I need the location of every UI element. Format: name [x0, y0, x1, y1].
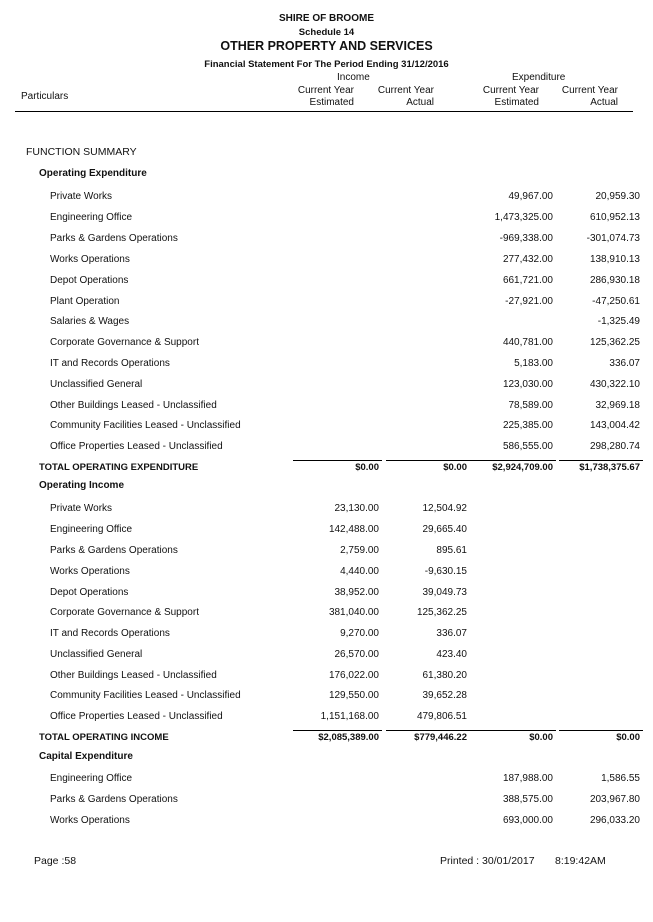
expenditure-actual: -301,074.73 [586, 233, 640, 244]
header-rule [15, 111, 633, 112]
expenditure-estimated: 586,555.00 [502, 441, 553, 452]
total-rule [470, 460, 556, 461]
total-row-operating-expenditure [0, 462, 653, 476]
row-name: Unclassified General [50, 649, 143, 660]
table-row [0, 191, 653, 205]
expenditure-actual-header [518, 85, 618, 109]
income-estimated: 26,570.00 [334, 649, 379, 660]
income-estimated: 381,040.00 [328, 607, 379, 618]
row-name: Works Operations [50, 254, 130, 265]
income-estimated: 1,151,168.00 [320, 711, 379, 722]
table-row [0, 441, 653, 455]
table-row [0, 690, 653, 704]
income-estimated: 9,270.00 [340, 628, 379, 639]
row-name: Parks & Gardens Operations [50, 545, 178, 556]
table-row [0, 649, 653, 663]
total-rule [293, 460, 382, 461]
expenditure-actual: 143,004.42 [589, 420, 640, 431]
expenditure-actual: 286,930.18 [589, 275, 640, 286]
row-name: Office Properties Leased - Unclassified [50, 441, 223, 452]
page-title: OTHER PROPERTY AND SERVICES [220, 39, 433, 53]
income-estimated: 4,440.00 [340, 566, 379, 577]
row-name: Plant Operation [50, 296, 120, 307]
table-row [0, 212, 653, 226]
table-row [0, 545, 653, 559]
expenditure-estimated: 1,473,325.00 [494, 212, 553, 223]
printed-date: Printed : 30/01/2017 [440, 855, 535, 867]
group-label-operating-income: Operating Income [39, 480, 125, 491]
expenditure-actual: 1,586.55 [601, 773, 640, 784]
table-row [0, 711, 653, 725]
expenditure-actual: 336.07 [609, 358, 640, 369]
row-name: Parks & Gardens Operations [50, 794, 178, 805]
income-actual: 12,504.92 [422, 503, 467, 514]
expenditure-estimated: 78,589.00 [508, 400, 553, 411]
header-line: Actual [590, 97, 618, 108]
expenditure-actual: 203,967.80 [589, 794, 640, 805]
expenditure-actual: 296,033.20 [589, 815, 640, 826]
table-row [0, 566, 653, 580]
income-estimated-total: $2,085,389.00 [318, 732, 379, 743]
expenditure-estimated: 5,183.00 [514, 358, 553, 369]
row-name: Works Operations [50, 566, 130, 577]
expenditure-estimated: -969,338.00 [499, 233, 553, 244]
income-estimated: 176,022.00 [328, 670, 379, 681]
header-line: Current Year [297, 85, 354, 96]
total-rule [470, 730, 556, 731]
row-name: Depot Operations [50, 275, 129, 286]
table-row [0, 607, 653, 621]
row-name: Parks & Gardens Operations [50, 233, 178, 244]
table-row [0, 400, 653, 414]
row-name: Corporate Governance & Support [50, 337, 199, 348]
row-name: Community Facilities Leased - Unclassified [50, 690, 241, 701]
income-estimated-total: $0.00 [355, 462, 379, 473]
row-name: Works Operations [50, 815, 130, 826]
expenditure-actual: -1,325.49 [597, 316, 640, 327]
org-name: SHIRE OF BROOME [278, 13, 374, 24]
row-name: Private Works [50, 503, 113, 514]
header-line: Current Year [482, 85, 539, 96]
expenditure-actual-total: $1,738,375.67 [579, 462, 640, 473]
row-name: Engineering Office [50, 524, 133, 535]
expenditure-actual-total: $0.00 [616, 732, 640, 743]
total-row-operating-income [0, 732, 653, 746]
row-name: Other Buildings Leased - Unclassified [50, 400, 217, 411]
expenditure-estimated: 49,967.00 [508, 191, 553, 202]
section-title: FUNCTION SUMMARY [26, 146, 137, 158]
total-rule [386, 730, 470, 731]
income-estimated: 38,952.00 [334, 587, 379, 598]
income-actual-total: $0.00 [443, 462, 467, 473]
table-row [0, 275, 653, 289]
expenditure-estimated: 661,721.00 [502, 275, 553, 286]
expenditure-estimated: 187,988.00 [502, 773, 553, 784]
table-row [0, 337, 653, 351]
row-name: IT and Records Operations [50, 628, 170, 639]
header-line: Estimated [494, 97, 539, 108]
expenditure-estimated: 693,000.00 [502, 815, 553, 826]
header-line: Actual [406, 97, 434, 108]
total-label: TOTAL OPERATING INCOME [39, 732, 169, 743]
income-actual: 29,665.40 [422, 524, 467, 535]
row-name: IT and Records Operations [50, 358, 170, 369]
printed-time: 8:19:42AM [555, 855, 606, 867]
expenditure-estimated: -27,921.00 [505, 296, 553, 307]
expenditure-actual: 20,959.30 [595, 191, 640, 202]
row-name: Office Properties Leased - Unclassified [50, 711, 223, 722]
table-row [0, 503, 653, 517]
expenditure-actual: -47,250.61 [592, 296, 640, 307]
income-actual: 61,380.20 [422, 670, 467, 681]
table-row [0, 296, 653, 310]
row-name: Unclassified General [50, 379, 143, 390]
income-actual: 125,362.25 [416, 607, 467, 618]
table-row [0, 379, 653, 393]
row-name: Other Buildings Leased - Unclassified [50, 670, 217, 681]
income-actual: 423.40 [436, 649, 467, 660]
row-name: Engineering Office [50, 212, 133, 223]
income-estimated: 2,759.00 [340, 545, 379, 556]
expenditure-actual: 298,280.74 [589, 441, 640, 452]
row-name: Community Facilities Leased - Unclassified [50, 420, 241, 431]
table-row [0, 628, 653, 642]
particulars-header: Particulars [21, 91, 69, 102]
table-row [0, 773, 653, 787]
total-rule [559, 460, 643, 461]
group-label-capital-expenditure: Capital Expenditure [39, 751, 133, 762]
table-row [0, 670, 653, 684]
income-estimated: 23,130.00 [334, 503, 379, 514]
total-rule [559, 730, 643, 731]
income-actual-header [334, 85, 434, 109]
income-actual: 39,652.28 [422, 690, 467, 701]
table-row [0, 587, 653, 601]
schedule-label: Schedule 14 [298, 27, 355, 38]
income-actual: -9,630.15 [424, 566, 467, 577]
income-estimated: 129,550.00 [328, 690, 379, 701]
table-row [0, 254, 653, 268]
income-actual: 479,806.51 [416, 711, 467, 722]
income-actual: 895.61 [436, 545, 467, 556]
table-row [0, 524, 653, 538]
header-line: Estimated [309, 97, 354, 108]
row-name: Private Works [50, 191, 113, 202]
period-subtitle: Financial Statement For The Period Ending 31/12/2016 [204, 59, 449, 70]
total-rule [293, 730, 382, 731]
income-group-header: Income [337, 72, 370, 83]
header-line: Current Year [561, 85, 618, 96]
row-name: Depot Operations [50, 587, 129, 598]
income-estimated: 142,488.00 [328, 524, 379, 535]
table-row [0, 815, 653, 829]
income-actual: 39,049.73 [422, 587, 467, 598]
expenditure-estimated-total: $2,924,709.00 [492, 462, 553, 473]
table-row [0, 233, 653, 247]
table-row [0, 420, 653, 434]
group-label-operating-expenditure: Operating Expenditure [39, 168, 147, 179]
expenditure-estimated-total: $0.00 [529, 732, 553, 743]
expenditure-actual: 32,969.18 [595, 400, 640, 411]
income-actual-total: $779,446.22 [414, 732, 467, 743]
table-row [0, 316, 653, 330]
expenditure-estimated: 277,432.00 [502, 254, 553, 265]
income-actual: 336.07 [436, 628, 467, 639]
expenditure-estimated: 440,781.00 [502, 337, 553, 348]
table-row [0, 794, 653, 808]
expenditure-group-header: Expenditure [512, 72, 566, 83]
row-name: Salaries & Wages [50, 316, 130, 327]
page-number: Page :58 [34, 855, 77, 867]
row-name: Engineering Office [50, 773, 133, 784]
table-row [0, 358, 653, 372]
expenditure-estimated: 123,030.00 [502, 379, 553, 390]
expenditure-actual: 430,322.10 [589, 379, 640, 390]
header-line: Current Year [377, 85, 434, 96]
expenditure-actual: 125,362.25 [589, 337, 640, 348]
expenditure-estimated: 225,385.00 [502, 420, 553, 431]
expenditure-estimated: 388,575.00 [502, 794, 553, 805]
total-rule [386, 460, 470, 461]
expenditure-actual: 138,910.13 [589, 254, 640, 265]
total-label: TOTAL OPERATING EXPENDITURE [39, 462, 199, 473]
row-name: Corporate Governance & Support [50, 607, 199, 618]
expenditure-actual: 610,952.13 [589, 212, 640, 223]
